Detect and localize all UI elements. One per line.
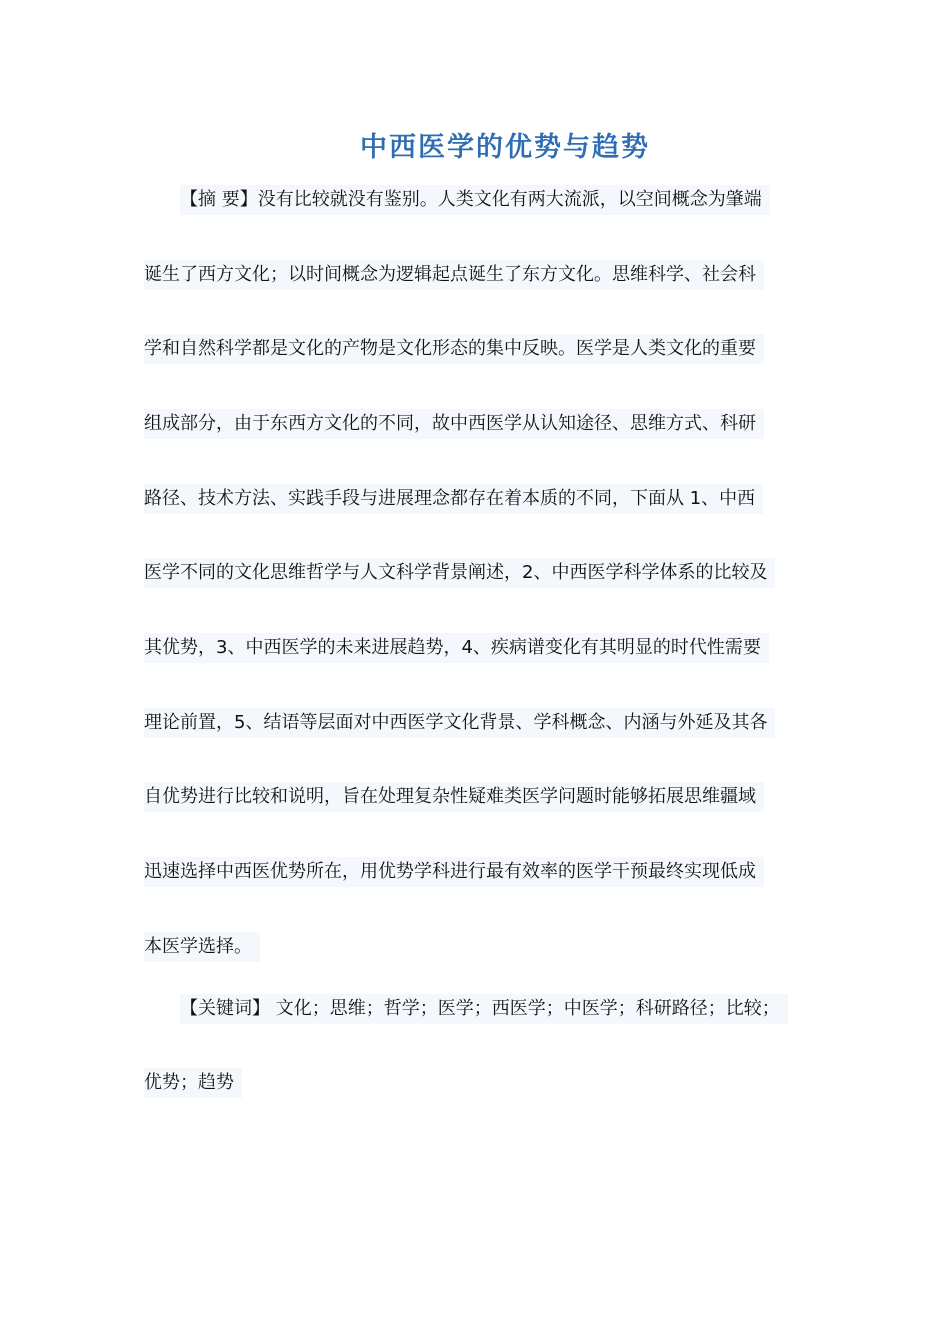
abstract-line-1: 【摘 要】没有比较就没有鉴别。人类文化有两大流派，以空间概念为肇端: [180, 185, 770, 215]
abstract-line-7: 其优势，3、中西医学的未来进展趋势，4、疾病谱变化有其明显的时代性需要: [144, 633, 769, 663]
abstract-line-5: 路径、技术方法、实践手段与进展理念都存在着本质的不同，下面从 1、中西: [144, 484, 763, 514]
abstract-line-8: 理论前置，5、结语等层面对中西医学文化背景、学科概念、内涵与外延及其各: [144, 708, 775, 738]
document-title: 中西医学的优势与趋势: [360, 132, 650, 163]
abstract-line-10: 迅速选择中西医优势所在，用优势学科进行最有效率的医学干预最终实现低成: [144, 857, 764, 887]
abstract-line-2: 诞生了西方文化；以时间概念为逻辑起点诞生了东方文化。思维科学、社会科: [144, 260, 764, 290]
keywords-line-1: 【关键词】 文化；思维；哲学；医学；西医学；中医学；科研路径；比较；: [180, 994, 788, 1024]
abstract-line-9: 自优势进行比较和说明，旨在处理复杂性疑难类医学问题时能够拓展思维疆域: [144, 782, 764, 812]
abstract-line-6: 医学不同的文化思维哲学与人文科学背景阐述，2、中西医学科学体系的比较及: [144, 558, 775, 588]
keywords-line-2: 优势；趋势: [144, 1068, 242, 1098]
abstract-line-11: 本医学选择。: [144, 932, 260, 962]
abstract-line-3: 学和自然科学都是文化的产物是文化形态的集中反映。医学是人类文化的重要: [144, 334, 764, 364]
abstract-line-4: 组成部分，由于东西方文化的不同，故中西医学从认知途径、思维方式、科研: [144, 409, 764, 439]
